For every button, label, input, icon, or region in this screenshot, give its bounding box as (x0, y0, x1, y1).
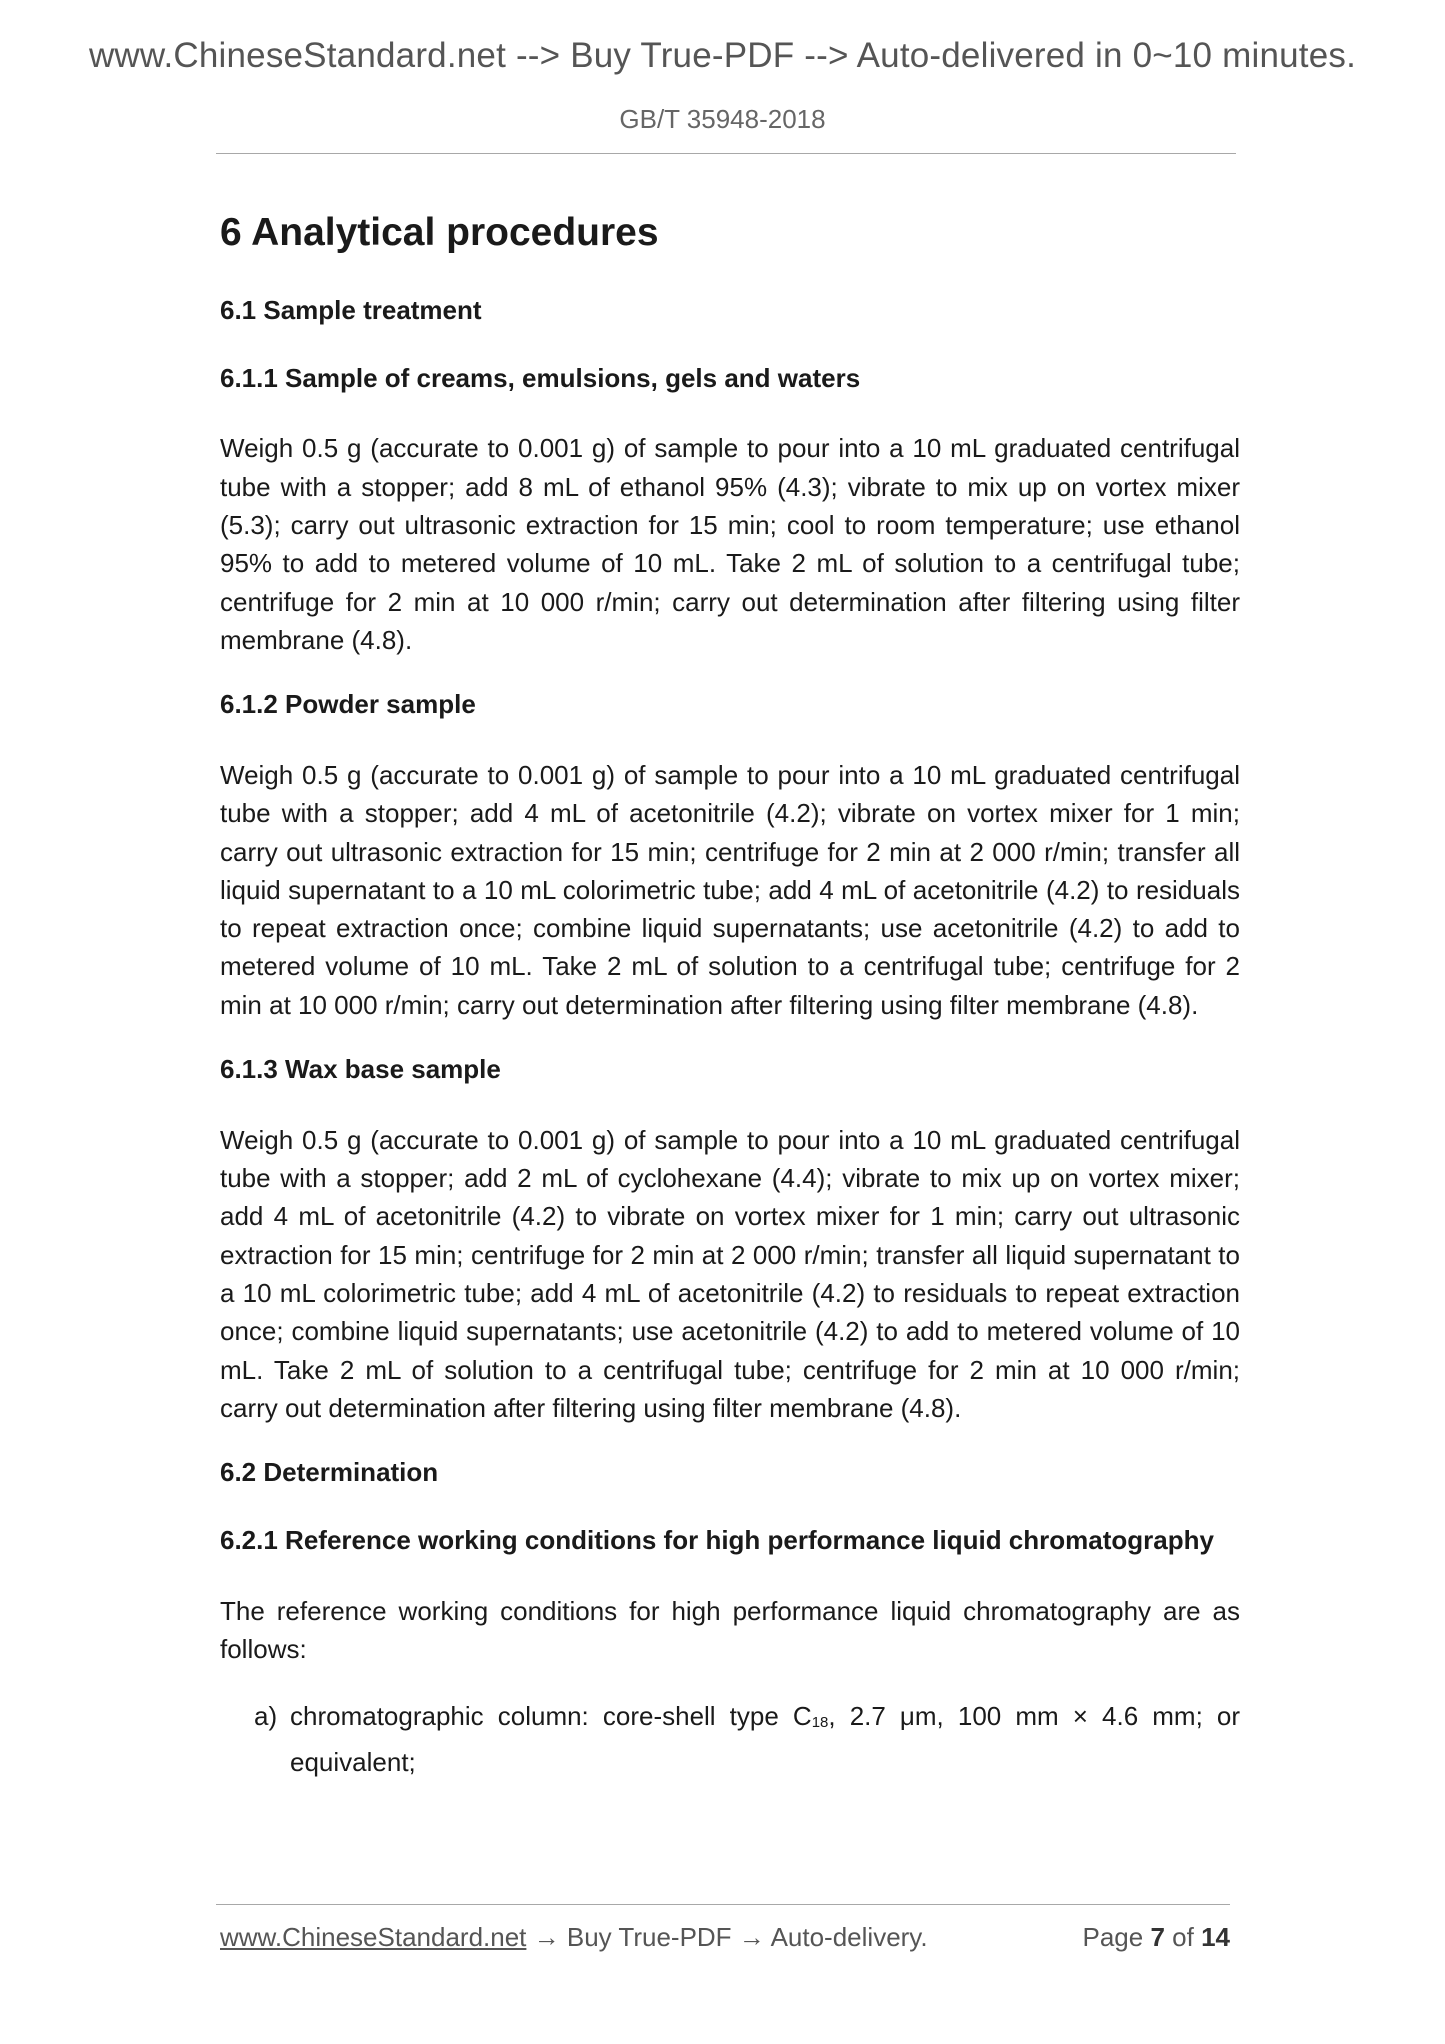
page-current: 7 (1150, 1922, 1165, 1952)
paragraph-6-1-1: Weigh 0.5 g (accurate to 0.001 g) of sample to pour into a 10 mL graduated centrifugal tube with a stopper; add 8 mL of ethanol 95% (4.3); vibrate to mix up on vortex mixer (5.3); carry out ultrasonic extraction for 15 min; cool to room temperature; use ethanol 95% to add to metered volume of 10 mL. Take 2 mL of solution to a centrifugal tube; centrifuge for 2 min at 10 000 r/min; carry out determination after filtering using filter membrane (4.8). (220, 433, 1240, 655)
heading-6-1-3: 6.1.3 Wax base sample (220, 1054, 501, 1085)
heading-6-1-1: 6.1.1 Sample of creams, emulsions, gels and waters (220, 362, 861, 393)
heading-6-1-2: 6.1.2 Powder sample (220, 689, 476, 720)
site-banner: www.ChineseStandard.net --> Buy True-PDF --> Auto-delivered in 0~10 minutes. (88, 36, 1357, 75)
page-of-label: of (1172, 1922, 1194, 1952)
section-title: 6 Analytical procedures (220, 211, 659, 254)
heading-6-2-1: 6.2.1 Reference working conditions for high performance liquid chromatography (220, 1525, 1214, 1556)
list-text-a-part1: chromatographic column: core-shell type C (290, 1701, 812, 1732)
paragraph-6-1-3: Weigh 0.5 g (accurate to 0.001 g) of sample to pour into a 10 mL graduated centrifugal tube with a stopper; add 2 mL of cyclohexane (4.4); vibrate to mix up on vortex mixer; add 4 mL of acetonitrile (4.2) to vibrate on vortex mixer for 1 min; carry out ultrasonic extraction for 15 min; centrifuge for 2 min at 2 000 r/min; transfer all liquid supernatant to a 10 mL colorimetric tube; add 4 mL of acetonitrile (4.2) to residuals to repeat extraction once; combine liquid supernatants; use acetonitrile (4.2) to add to metered volume of 10 mL. Take 2 mL of solution to a centrifugal tube; centrifuge for 2 min at 10 000 r/min; carry out determination after filtering using filter membrane (4.8). (220, 1124, 1240, 1423)
list-marker-a: a) (254, 1701, 278, 1732)
list-text-a-subscript: 18 (811, 1714, 829, 1732)
document-body (220, 210, 1240, 1781)
standard-code: GB/T 35948-2018 (619, 104, 826, 134)
heading-6-2: 6.2 Determination (220, 1457, 439, 1488)
list-item-a (220, 1697, 1240, 1781)
header-divider (216, 153, 1236, 154)
list-text-a-part2: , 2.7 μm, 100 mm × 4.6 mm; or equivalent; (290, 1701, 1241, 1777)
heading-6-1: 6.1 Sample treatment (220, 294, 482, 325)
list-text-a (290, 1697, 1240, 1781)
footer-tagline: → Buy True-PDF → Auto-delivery. (526, 1922, 928, 1952)
footer-divider (216, 1904, 1230, 1905)
footer-left (220, 1922, 928, 1953)
footer-site-link[interactable]: www.ChineseStandard.net (220, 1922, 527, 1952)
page-label: Page (1082, 1922, 1144, 1952)
page-total: 14 (1201, 1922, 1230, 1952)
page-indicator (1082, 1922, 1230, 1953)
paragraph-6-2-1: The reference working conditions for high performance liquid chromatography are as follows: (220, 1595, 1240, 1665)
paragraph-6-1-2: Weigh 0.5 g (accurate to 0.001 g) of sample to pour into a 10 mL graduated centrifugal tube with a stopper; add 4 mL of acetonitrile (4.2); vibrate on vortex mixer for 1 min; carry out ultrasonic extraction for 15 min; centrifuge for 2 min at 2 000 r/min; transfer all liquid supernatant to a 10 mL colorimetric tube; add 4 mL of acetonitrile (4.2) to residuals to repeat extraction once; combine liquid supernatants; use acetonitrile (4.2) to add to metered volume of 10 mL. Take 2 mL of solution to a centrifugal tube; centrifuge for 2 min at 10 000 r/min; carry out determination after filtering using filter membrane (4.8). (220, 759, 1240, 1020)
